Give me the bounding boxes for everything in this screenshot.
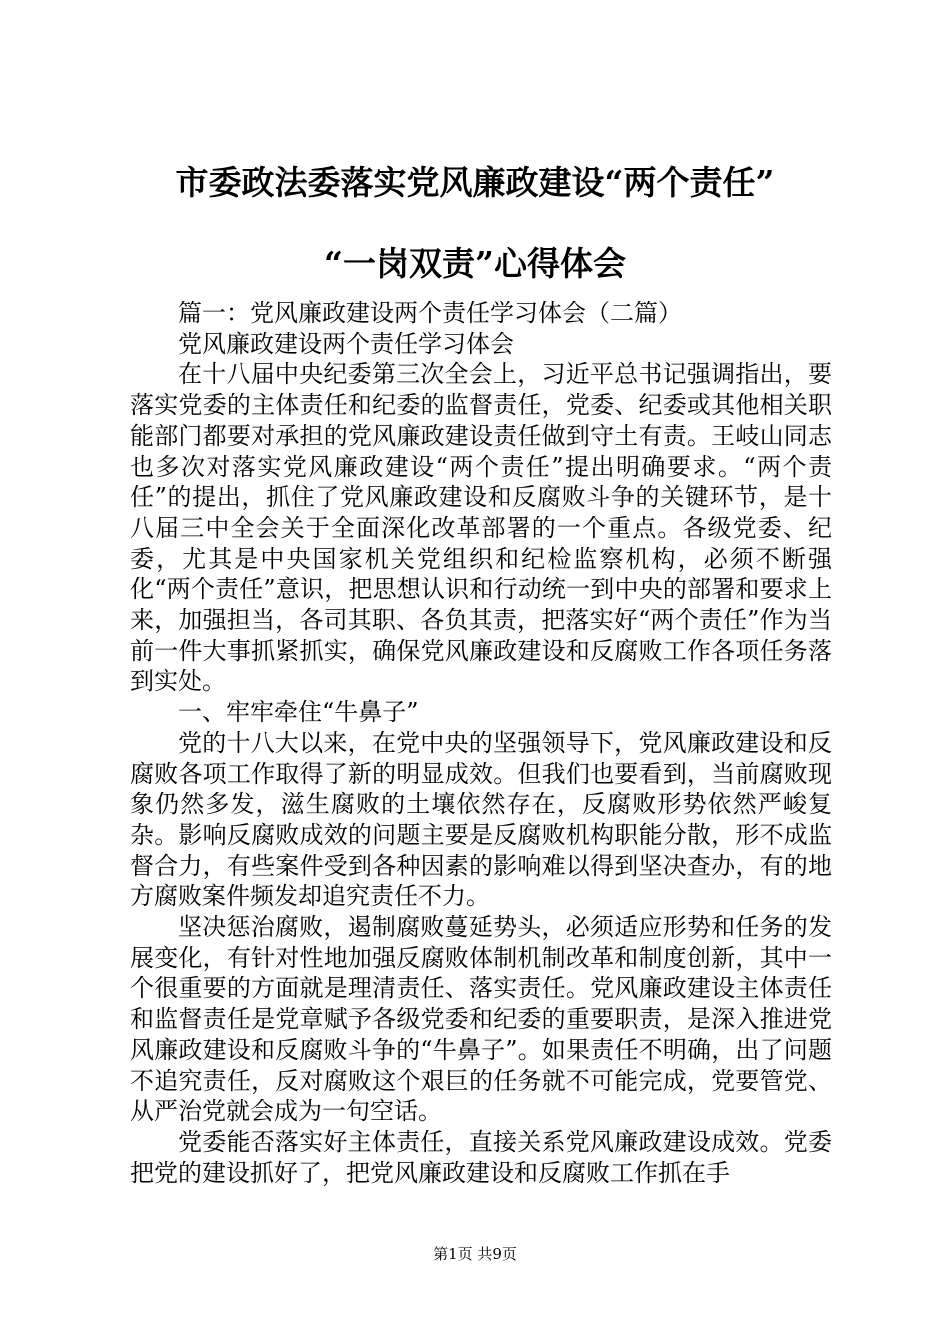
sub-title: 党风廉政建设两个责任学习体会 (178, 329, 514, 358)
paragraph: 党委能否落实好主体责任，直接关系党风廉政建设成效。党委把党的建设抓好了，把党风廉政建设和反腐败工作抓在手 (130, 1127, 832, 1187)
document-title-line-1: 市委政法委落实党风廉政建设“两个责任” (175, 163, 775, 202)
paragraph: 党的十八大以来，在党中央的坚强领导下，党风廉政建设和反腐败各项工作取得了新的明显成效。但我们也要看到，当前腐败现象仍然多发，滋生腐败的土壤依然存在，反腐败形势依然严峻复杂。影响反腐败成效的问题主要是反腐败机构职能分散，形不成监督合力，有些案件受到各种因素的影响难以得到坚决查办，有的地方腐败案件频发却追究责任不力。 (130, 728, 832, 911)
document-title-line-2: “一岗双责”心得体会 (324, 244, 626, 283)
section-heading-one: 一、牢牢牵住“牛鼻子” (178, 698, 419, 727)
paragraph: 坚决惩治腐败，遏制腐败蔓延势头，必须适应形势和任务的发展变化，有针对性地加强反腐败体制机制改革和制度创新，其中一个很重要的方面就是理清责任、落实责任。党风廉政建设主体责任和监督责任是党章赋予各级党委和纪委的重要职责，是深入推进党风廉政建设和反腐败斗争的“牛鼻子”。如果责任不明确，出了问题不追究责任，反对腐败这个艰巨的任务就不可能完成，党要管党、从严治党就会成为一句空话。 (130, 913, 832, 1126)
page-number-footer: 第1页 共9页 (433, 1245, 517, 1263)
section-heading-part-one: 篇一：党风廉政建设两个责任学习体会（二篇） (178, 299, 682, 327)
paragraph: 在十八届中央纪委第三次全会上，习近平总书记强调指出，要落实党委的主体责任和纪委的监督责任，党委、纪委或其他相关职能部门都要对承担的党风廉政建设责任做到守土有责。王岐山同志也多次对落实党风廉政建设“两个责任”提出明确要求。“两个责任”的提出，抓住了党风廉政建设和反腐败斗争的关键环节，是十八届三中全会关于全面深化改革部署的一个重点。各级党委、纪委，尤其是中央国家机关党组织和纪检监察机构，必须不断强化“两个责任”意识，把思想认识和行动统一到中央的部署和要求上来，加强担当，各司其职、各负其责，把落实好“两个责任”作为当前一件大事抓紧抓实，确保党风廉政建设和反腐败工作各项任务落到实处。 (130, 360, 832, 696)
document-body (130, 298, 832, 1188)
